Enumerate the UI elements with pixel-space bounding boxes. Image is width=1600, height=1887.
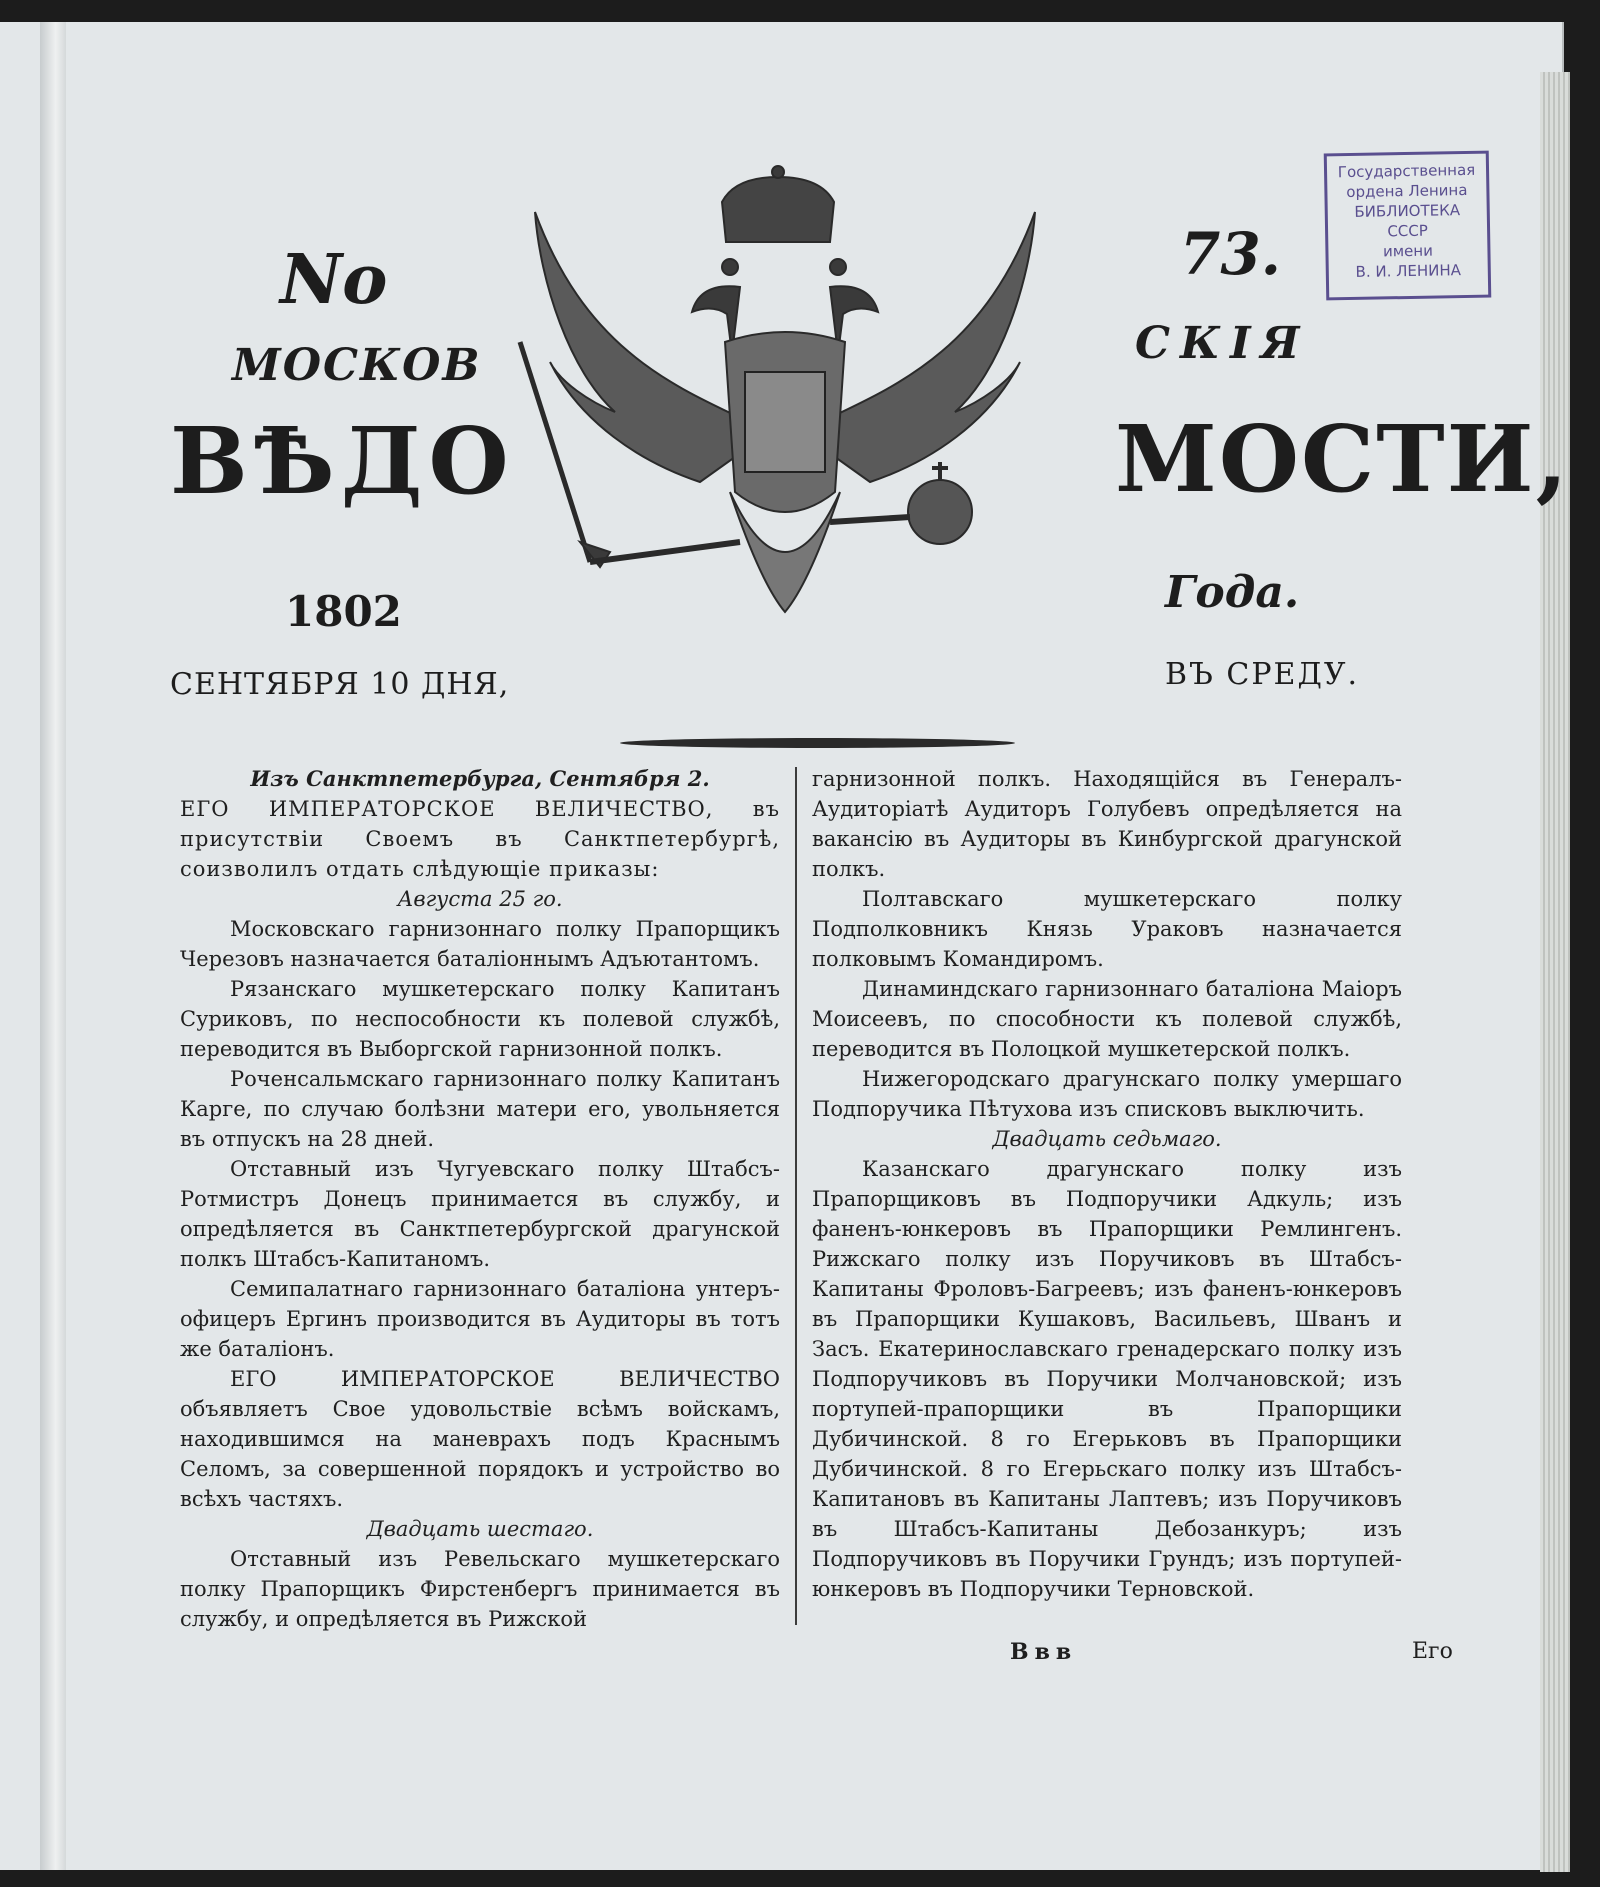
paragraph: Роченсальмскаго гарнизоннаго полку Капитанъ Карге, по случаю болѣзни матери его, увольняется въ отпускъ на 28 дней. <box>180 1067 780 1151</box>
signature-mark: Ввв <box>1010 1639 1078 1665</box>
catchword: Его <box>1412 1639 1453 1664</box>
year-label: Года. <box>1165 567 1300 618</box>
paragraph: Семипалатнаго гарнизоннаго баталіона унтеръ-офицеръ Ергинъ производится въ Аудиторы въ тотъ же баталіонъ. <box>180 1277 780 1361</box>
section-date: Двадцать седьмаго. <box>992 1127 1222 1151</box>
dateline: Изъ Санктпетербурга, Сентября 2. <box>250 766 710 791</box>
masthead-rule <box>620 738 1015 748</box>
paragraph: Казанскаго драгунскаго полку изъ Прапорщиковъ въ Подпоручики Адкуль; изъ фаненъ-юнкеровъ въ Прапорщики Ремлингенъ. Рижскаго полку изъ Поручиковъ въ Штабсъ-Капитаны Фроловъ-Багреевъ; изъ фаненъ-юнкеровъ въ Прапорщики Кушаковъ, Васильевъ, Шванъ и Засъ. Екатеринославскаго гренадерскаго полку изъ Подпоручиковъ въ Поручики Молчановской; изъ портупей-прапорщики въ Прапорщики Дубичинской. 8 го Егерьковъ въ Прапорщики Дубичинской. 8 го Егерьскаго полку изъ Штабсъ-Капитановъ въ Капитаны Лаптевъ; изъ Поручиковъ въ Штабсъ-Капитаны Дебозанкуръ; изъ Подпоручиковъ въ Поручики Грундъ; изъ портупей-юнкеровъ въ Подпоручики Терновской. <box>812 1157 1402 1601</box>
paragraph: ЕГО ИМПЕРАТОРСКОЕ ВЕЛИЧЕСТВО объявляетъ Свое удовольствіе всѣмъ войскамъ, находившимся на маневрахъ подъ Краснымъ Селомъ, за совершенной порядокъ и устройство во всѣхъ частяхъ. <box>180 1367 780 1511</box>
paragraph: Полтавскаго мушкетерскаго полку Подполковникъ Князь Ураковъ назначается полковымъ Командиромъ. <box>812 887 1402 971</box>
column-divider <box>795 767 797 1625</box>
paragraph: Динаминдскаго гарнизоннаго баталіона Маіоръ Моисеевъ, по способности къ полевой службѣ, переводится въ Полоцкой мушкетерской полкъ. <box>812 977 1402 1061</box>
paragraph: Рязанскаго мушкетерскаго полку Капитанъ Суриковъ, по неспособности къ полевой службѣ, переводится въ Выборгской гарнизонной полкъ. <box>180 977 780 1061</box>
stamp-line: СССР <box>1387 221 1428 241</box>
issue-number: 73. <box>1180 220 1281 288</box>
double-headed-eagle-icon <box>440 162 1130 722</box>
paragraph: Московскаго гарнизоннаго полку Прапорщикъ Черезовъ назначается баталіоннымъ Адъютантомъ. <box>180 917 780 971</box>
issue-weekday: ВЪ СРЕДУ. <box>1165 657 1360 692</box>
page-edge <box>1540 72 1570 1872</box>
stamp-line: Государственная <box>1337 160 1476 182</box>
left-column <box>180 764 780 1634</box>
issue-date: СЕНТЯБРЯ 10 ДНЯ, <box>170 667 510 702</box>
title-part-mosti: МОСТИ, <box>1115 405 1570 513</box>
stamp-line: В. И. ЛЕНИНА <box>1355 261 1462 281</box>
library-stamp <box>1324 151 1492 301</box>
title-part-moskov: МОСКОВ <box>232 340 482 391</box>
newspaper-page <box>0 22 1570 1870</box>
paragraph: гарнизонной полкъ. Находящійся въ Генералъ-Аудиторіатѣ Аудиторъ Голубевъ опредѣляется на ваканcію въ Аудиторы въ Кинбургской драгунской полкъ. <box>812 767 1402 881</box>
binding-fold <box>40 22 66 1870</box>
section-date: Двадцать шестаго. <box>366 1517 594 1541</box>
section-date: Августа 25 го. <box>397 887 563 911</box>
stamp-line: БИБЛИОТЕКА <box>1354 201 1461 221</box>
issue-year: 1802 <box>285 587 402 636</box>
paragraph: ЕГО ИМПЕРАТОРСКОЕ ВЕЛИЧЕСТВО, въ присутствіи Своемъ въ Санктпетербургѣ, соизволилъ отдать слѣдующіе приказы: <box>180 797 780 881</box>
stamp-line: ордена Ленина <box>1346 180 1468 202</box>
issue-no-label: No <box>280 240 388 320</box>
paragraph: Нижегородскаго драгунскаго полку умершаго Подпоручика Пѣтухова изъ списковъ выключить. <box>812 1067 1402 1121</box>
paragraph: Отставный изъ Чугуевскаго полку Штабсъ-Ротмистръ Донецъ принимается въ службу, и опредѣляется въ Санктпетербургской драгунской полкъ Штабсъ-Капитаномъ. <box>180 1157 780 1271</box>
title-part-skiya: СКІЯ <box>1135 318 1310 369</box>
stamp-line: имени <box>1382 241 1434 261</box>
paragraph: Отставный изъ Ревельскаго мушкетерскаго полку Прапорщикъ Фирстенбергъ принимается въ службу, и опредѣляется въ Рижской <box>180 1547 780 1631</box>
right-column <box>812 764 1402 1604</box>
title-part-vedo: ВѢДО <box>170 407 515 515</box>
